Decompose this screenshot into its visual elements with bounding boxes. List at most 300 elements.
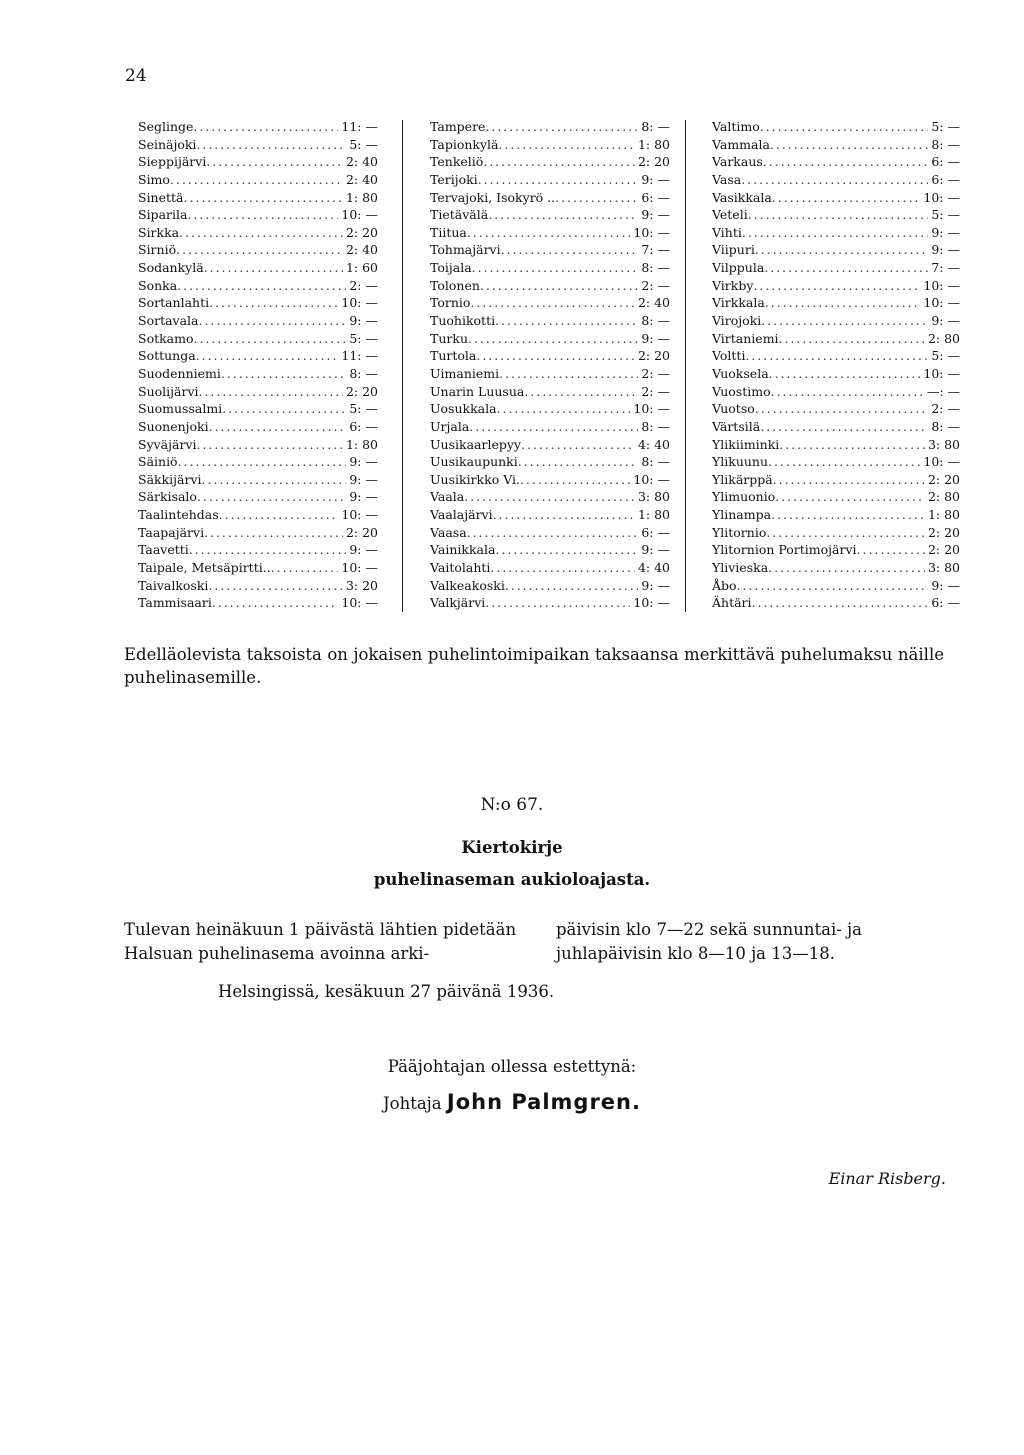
rate-value: 10: —	[633, 401, 670, 417]
leader-dots	[199, 383, 343, 401]
table-row	[712, 524, 960, 542]
place-name: Uusikaupunki	[430, 454, 518, 470]
table-row	[138, 259, 378, 277]
leader-dots	[753, 277, 920, 295]
circular-heading: Kiertokirje	[461, 838, 563, 857]
rate-value: 1: 80	[345, 189, 378, 205]
leader-dots	[771, 383, 924, 401]
place-name: Sonka	[138, 277, 178, 293]
leader-dots	[505, 577, 639, 595]
rate-value: 10: —	[923, 277, 960, 293]
rate-value: 2: 40	[345, 242, 378, 258]
table-row	[712, 330, 960, 348]
leader-dots	[193, 118, 338, 136]
leader-dots	[520, 471, 630, 489]
rate-value: 10: —	[633, 224, 670, 240]
leader-dots	[199, 312, 347, 330]
rate-value: 2: —	[641, 383, 670, 399]
rate-value: 3: 80	[637, 489, 670, 505]
leader-dots	[204, 259, 343, 277]
rate-value: 8: —	[641, 454, 670, 470]
rate-value: 11: —	[341, 119, 378, 134]
rate-value: 8: —	[641, 418, 670, 434]
place-name: Virkby	[712, 277, 754, 293]
rate-value: 9: —	[349, 542, 378, 558]
table-row	[430, 524, 670, 542]
table-row	[430, 206, 670, 224]
rate-value: 8: —	[641, 260, 670, 276]
leader-dots	[468, 330, 638, 348]
rate-value: 10: —	[341, 595, 378, 611]
leader-dots	[480, 277, 638, 295]
place-name: Sodankylä	[138, 260, 204, 276]
place-name: Tornio	[430, 295, 471, 311]
place-name: Uusikirkko Vi.	[430, 471, 520, 487]
table-row	[712, 436, 960, 454]
rate-value: 2: 20	[637, 348, 670, 364]
rate-value: 5: —	[349, 401, 378, 417]
place-name: Ylimuonio	[712, 489, 776, 505]
place-name: Vaalajärvi	[430, 507, 493, 523]
place-name: Sirkka	[138, 224, 180, 240]
place-name: Tiitua	[430, 224, 467, 240]
place-name: Suodenniemi	[138, 365, 221, 381]
table-row	[712, 400, 960, 418]
rate-value: 9: —	[641, 577, 670, 593]
place-name: Seglinge	[138, 119, 194, 134]
place-name: Ylivieska	[712, 560, 769, 576]
table-row	[430, 594, 670, 612]
page-number: 24	[125, 66, 147, 86]
place-name: Veteli	[712, 207, 748, 223]
leader-dots	[760, 418, 928, 436]
rate-value: 10: —	[923, 454, 960, 470]
table-row	[138, 541, 378, 559]
table-row	[712, 453, 960, 471]
leader-dots	[197, 436, 343, 454]
place-name: Taipale, Metsäpirtti..	[138, 560, 271, 576]
rate-value: 9: —	[349, 454, 378, 470]
table-row	[430, 312, 670, 330]
table-row	[712, 171, 960, 189]
place-name: Valkjärvi	[430, 595, 486, 611]
table-row	[430, 453, 670, 471]
table-row	[712, 559, 960, 577]
leader-dots	[742, 224, 928, 242]
place-name: Urjala	[430, 418, 470, 434]
place-name: Toijala	[430, 260, 472, 276]
column-divider	[685, 120, 686, 612]
table-row	[712, 277, 960, 295]
rate-value: 10: —	[341, 295, 378, 311]
table-row	[430, 488, 670, 506]
leader-dots	[498, 136, 634, 154]
rate-value: 5: —	[931, 119, 960, 134]
table-row	[138, 506, 378, 524]
place-name: Värtsilä	[712, 418, 761, 434]
leader-dots	[499, 365, 638, 383]
place-name: Terijoki	[430, 171, 478, 187]
signature-preamble: Pääjohtajan ollessa estettynä:	[387, 1057, 637, 1076]
table-row	[430, 241, 670, 259]
place-name: Sieppijärvi	[138, 154, 207, 170]
rate-value: 2: —	[641, 365, 670, 381]
place-name: Särkisalo	[138, 489, 197, 505]
leader-dots	[760, 118, 929, 136]
place-name: Vasikkala	[712, 189, 772, 205]
rate-value: 2: 80	[927, 330, 960, 346]
table-row	[430, 418, 670, 436]
leader-dots	[521, 436, 635, 454]
rate-value: 9: —	[641, 207, 670, 223]
leader-dots	[187, 206, 338, 224]
leader-dots	[204, 524, 343, 542]
place-name: Vaitolahti	[430, 560, 491, 576]
leader-dots	[766, 524, 925, 542]
rate-value: 6: —	[931, 595, 960, 611]
rate-value: 9: —	[641, 542, 670, 558]
table-row	[430, 541, 670, 559]
table-row	[430, 224, 670, 242]
table-row	[138, 559, 378, 577]
place-name: Vilppula	[712, 260, 765, 276]
leader-dots	[212, 594, 339, 612]
place-name: Taalintehdas	[138, 507, 219, 523]
leader-dots	[209, 294, 338, 312]
table-row	[712, 153, 960, 171]
circular-body-right: päivisin klo 7—22 sekä sunnuntai- ja juhlapäivisin klo 8—10 ja 13—18.	[556, 920, 863, 963]
place-name: Ylikuunu	[712, 454, 769, 470]
place-name: Sinettä	[138, 189, 184, 205]
rate-value: 6: —	[641, 189, 670, 205]
rate-value: 6: —	[931, 171, 960, 187]
table-row	[138, 118, 378, 136]
place-name: Tohmajärvi	[430, 242, 501, 258]
leader-dots	[467, 524, 639, 542]
rate-value: 9: —	[641, 171, 670, 187]
place-name: Tammisaari	[138, 595, 212, 611]
rate-value: 8: —	[641, 119, 670, 134]
table-row	[712, 136, 960, 154]
table-row	[138, 400, 378, 418]
leader-dots	[208, 577, 343, 595]
place-name: Sotkamo	[138, 330, 194, 346]
place-name: Turtola	[430, 348, 477, 364]
place-name: Turku	[430, 330, 468, 346]
rate-value: 9: —	[349, 313, 378, 329]
leader-dots	[488, 206, 638, 224]
leader-dots	[763, 153, 929, 171]
rate-value: 2: 20	[927, 524, 960, 540]
rate-value: 10: —	[341, 560, 378, 576]
place-name: Virojoki	[712, 313, 762, 329]
leader-dots	[178, 453, 347, 471]
table-row	[138, 294, 378, 312]
rate-value: 2: 20	[345, 224, 378, 240]
leader-dots	[764, 259, 928, 277]
leader-dots	[495, 312, 638, 330]
place-name: Suolijärvi	[138, 383, 199, 399]
table-row	[712, 224, 960, 242]
table-row	[712, 347, 960, 365]
place-name: Suonenjoki	[138, 418, 209, 434]
rate-value: 4: 40	[637, 436, 670, 452]
rate-value: 5: —	[349, 330, 378, 346]
rate-value: 10: —	[633, 471, 670, 487]
table-row	[712, 189, 960, 207]
rate-value: 11: —	[341, 348, 378, 364]
leader-dots	[469, 418, 638, 436]
leader-dots	[755, 400, 929, 418]
table-row	[430, 577, 670, 595]
leader-dots	[483, 153, 635, 171]
leader-dots	[485, 118, 638, 136]
rate-column-2	[430, 118, 670, 612]
rate-value: 6: —	[931, 154, 960, 170]
place-name: Tapionkylä	[430, 136, 499, 152]
table-row	[430, 171, 670, 189]
leader-dots	[768, 453, 920, 471]
table-row	[712, 471, 960, 489]
table-row	[138, 312, 378, 330]
table-row	[712, 259, 960, 277]
table-row	[138, 453, 378, 471]
place-name: Vihti	[712, 224, 742, 240]
leader-dots	[772, 189, 921, 207]
rate-value: 2: 20	[345, 524, 378, 540]
place-name: Syväjärvi	[138, 436, 197, 452]
table-row	[138, 577, 378, 595]
rate-value: 8: —	[931, 418, 960, 434]
rate-value: 3: 80	[927, 436, 960, 452]
place-name: Sirniö	[138, 242, 177, 258]
leader-dots	[271, 559, 339, 577]
rate-value: 1: 80	[637, 136, 670, 152]
table-row	[430, 189, 670, 207]
place-name: Simo	[138, 171, 170, 187]
rate-value: 4: 40	[637, 560, 670, 576]
circular-subheading: puhelinaseman aukioloajasta.	[373, 870, 651, 889]
table-row	[712, 577, 960, 595]
rate-value: 5: —	[931, 207, 960, 223]
place-name: Siparila	[138, 207, 188, 223]
leader-dots	[196, 136, 346, 154]
place-name: Sottunga	[138, 348, 196, 364]
leader-dots	[737, 577, 929, 595]
rate-value: 2: 40	[345, 171, 378, 187]
rate-value: 1: 60	[345, 260, 378, 276]
table-row	[138, 594, 378, 612]
rate-value: 2: 20	[927, 542, 960, 558]
leader-dots	[464, 488, 635, 506]
table-row	[138, 418, 378, 436]
place-name: Tervajoki, Isokyrö ..	[430, 189, 556, 205]
table-row	[712, 294, 960, 312]
leader-dots	[773, 471, 925, 489]
table-row	[712, 383, 960, 401]
table-row	[430, 559, 670, 577]
table-row	[712, 312, 960, 330]
table-row	[712, 594, 960, 612]
table-row	[712, 241, 960, 259]
place-name: Sortanlahti	[138, 295, 210, 311]
leader-dots	[196, 347, 339, 365]
column-divider	[402, 120, 403, 612]
leader-dots	[209, 418, 347, 436]
rate-value: 10: —	[923, 365, 960, 381]
place-name: Ähtäri	[712, 595, 752, 611]
place-name: Viipuri	[712, 242, 755, 258]
table-row	[712, 506, 960, 524]
rate-value: 10: —	[923, 295, 960, 311]
table-row	[138, 436, 378, 454]
place-name: Varkaus	[712, 154, 763, 170]
rate-value: 2: 40	[637, 295, 670, 311]
leader-dots	[206, 153, 343, 171]
rate-value: 5: —	[931, 348, 960, 364]
rate-value: 1: 80	[927, 507, 960, 523]
leader-dots	[745, 347, 928, 365]
table-row	[430, 347, 670, 365]
leader-dots	[741, 171, 928, 189]
countersignature: Einar Risberg.	[828, 1169, 946, 1188]
leader-dots	[177, 277, 346, 295]
rate-value: 9: —	[641, 330, 670, 346]
leader-dots	[176, 241, 343, 259]
rate-value: 8: —	[641, 313, 670, 329]
rate-column-3	[712, 118, 960, 612]
place-name: Ylikiiminki	[712, 436, 780, 452]
rate-value: 10: —	[923, 189, 960, 205]
leader-dots	[202, 471, 347, 489]
rate-column-1	[138, 118, 378, 612]
table-row	[430, 506, 670, 524]
rate-value: 6: —	[641, 524, 670, 540]
table-row	[430, 259, 670, 277]
leader-dots	[170, 171, 343, 189]
rate-value: 9: —	[931, 577, 960, 593]
place-name: Säkkijärvi	[138, 471, 202, 487]
table-row	[138, 189, 378, 207]
table-row	[138, 488, 378, 506]
place-name: Voltti	[712, 348, 746, 364]
leader-dots	[768, 559, 925, 577]
leader-dots	[194, 330, 347, 348]
table-row	[712, 418, 960, 436]
signature-name: John Palmgren.	[446, 1090, 641, 1114]
rate-value: 9: —	[931, 224, 960, 240]
rate-value: 2: 20	[637, 154, 670, 170]
place-name: Tietävälä	[430, 207, 489, 223]
leader-dots	[222, 400, 346, 418]
table-row	[430, 153, 670, 171]
table-row	[138, 365, 378, 383]
rate-value: —: —	[926, 383, 960, 399]
leader-dots	[775, 488, 925, 506]
place-name: Unarin Luusua	[430, 383, 525, 399]
table-row	[138, 471, 378, 489]
leader-dots	[518, 453, 639, 471]
rate-value: 10: —	[341, 507, 378, 523]
leader-dots	[476, 347, 635, 365]
place-name: Valkeakoski	[430, 577, 505, 593]
place-name: Vuoksela	[712, 365, 769, 381]
leader-dots	[219, 506, 339, 524]
place-name: Valtimo	[712, 119, 760, 134]
place-name: Åbo	[712, 577, 737, 593]
place-name: Ylitornion Portimojärvi	[712, 542, 857, 558]
table-row	[430, 471, 670, 489]
table-row	[138, 330, 378, 348]
leader-dots	[497, 400, 631, 418]
place-name: Uosukkala	[430, 401, 497, 417]
table-row	[430, 136, 670, 154]
leader-dots	[555, 189, 638, 207]
table-row	[430, 400, 670, 418]
place-name: Taivalkoski	[138, 577, 209, 593]
leader-dots	[493, 506, 635, 524]
leader-dots	[472, 259, 639, 277]
rate-value: 9: —	[349, 489, 378, 505]
rate-value: 9: —	[931, 242, 960, 258]
leader-dots	[765, 294, 921, 312]
place-name: Seinäjoki	[138, 136, 197, 152]
place-name: Uusikaarlepyy	[430, 436, 521, 452]
place-name: Tampere	[430, 119, 486, 134]
table-row	[712, 118, 960, 136]
leader-dots	[197, 488, 346, 506]
place-name: Tolonen	[430, 277, 480, 293]
signature-title: Johtaja	[383, 1094, 442, 1113]
dateline: Helsingissä, kesäkuun 27 päivänä 1936.	[218, 982, 555, 1001]
place-name: Suomussalmi	[138, 401, 223, 417]
leader-dots	[478, 171, 639, 189]
table-row	[430, 294, 670, 312]
leader-dots	[495, 541, 638, 559]
leader-dots	[779, 330, 925, 348]
leader-dots	[189, 541, 347, 559]
rate-table	[124, 118, 960, 612]
table-row	[138, 153, 378, 171]
rate-value: 2: —	[641, 277, 670, 293]
table-row	[430, 277, 670, 295]
table-row	[138, 241, 378, 259]
rate-value: 10: —	[633, 595, 670, 611]
table-row	[138, 524, 378, 542]
table-row	[138, 347, 378, 365]
rate-value: 10: —	[341, 207, 378, 223]
table-row	[430, 436, 670, 454]
table-row	[138, 277, 378, 295]
rate-value: 3: 20	[345, 577, 378, 593]
rate-value: 2: 80	[927, 489, 960, 505]
leader-dots	[467, 224, 631, 242]
rate-value: 1: 80	[637, 507, 670, 523]
place-name: Sortavala	[138, 313, 199, 329]
rate-value: 6: —	[349, 418, 378, 434]
rate-value: 7: —	[931, 260, 960, 276]
signature	[0, 1090, 1024, 1114]
leader-dots	[771, 506, 925, 524]
leader-dots	[524, 383, 638, 401]
rate-value: 8: —	[349, 365, 378, 381]
rate-value: 2: 20	[345, 383, 378, 399]
leader-dots	[755, 241, 929, 259]
place-name: Ylinampa	[712, 507, 772, 523]
place-name: Vammala	[712, 136, 770, 152]
rate-value: 2: —	[349, 277, 378, 293]
rate-value: 9: —	[931, 313, 960, 329]
